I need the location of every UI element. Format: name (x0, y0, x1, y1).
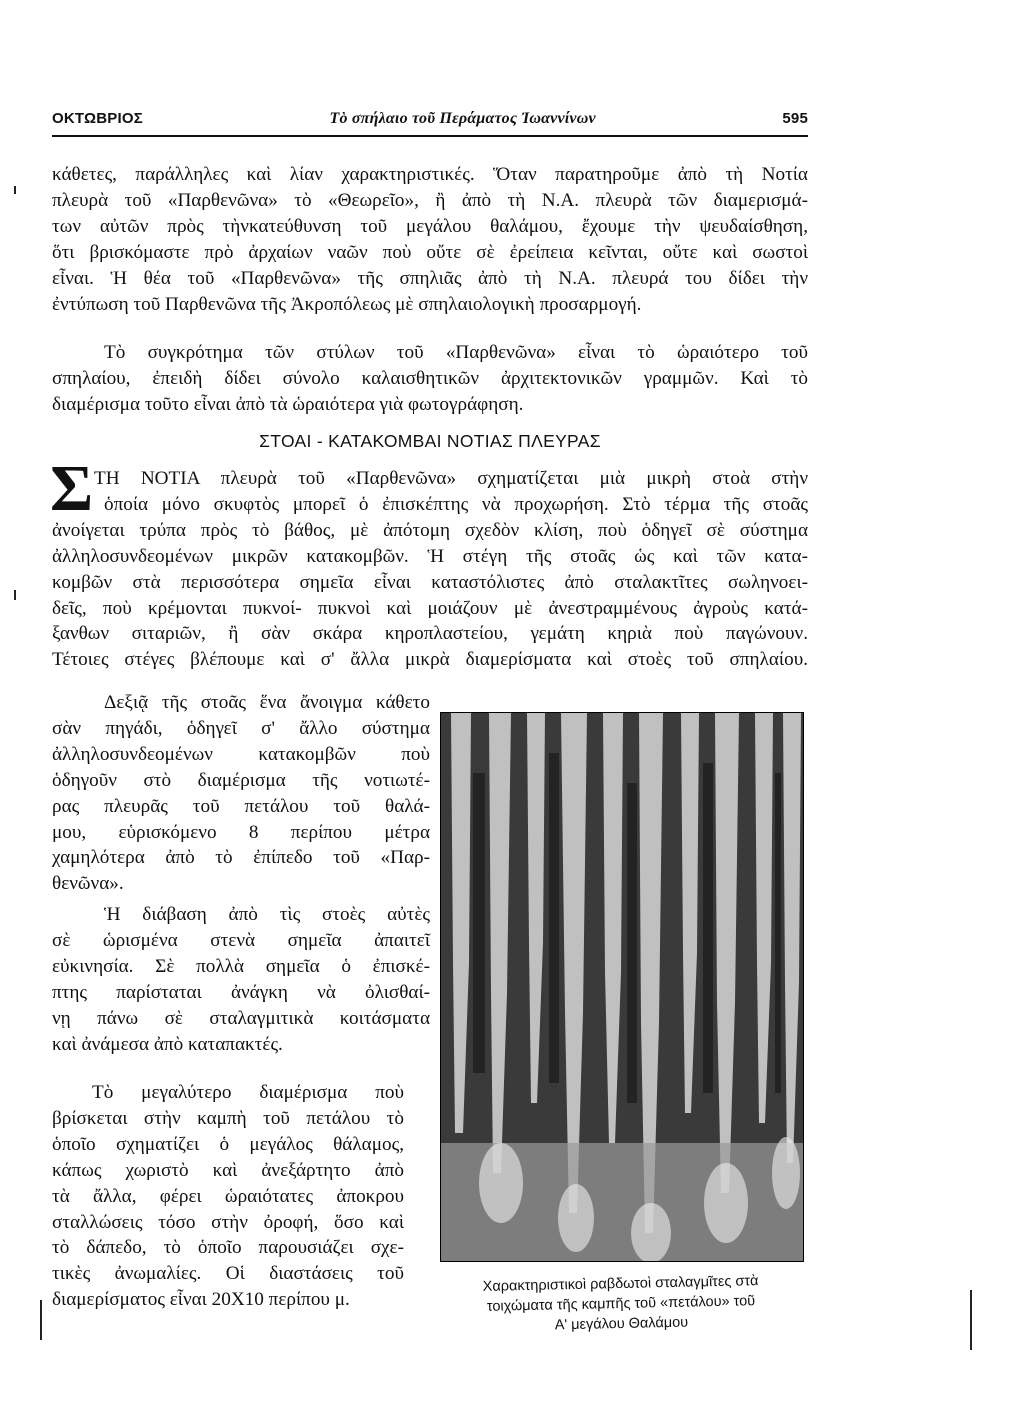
text-line: διαμέρισμα τοῦτο εἶναι ἀπὸ τὰ ὡραιότερα γιὰ φωτογράφηση. (52, 393, 524, 415)
text-line: ξανθων σιταριῶν, ἢ σὰν σκάρα κηροπλαστείου, γεμάτη κηριὰ ποὺ παγώνουν. (52, 623, 808, 645)
text-line: θενῶνα». (52, 873, 124, 895)
paragraph-6 (52, 1080, 404, 1313)
text-line: βρίσκεται στὴν καμπὴ τοῦ πετάλου τὸ (52, 1107, 404, 1129)
text-line: σταλλώσεις τόσο στὴν ὀροφή, ὅσο καὶ (52, 1211, 404, 1233)
text-line: ἐντύπωση τοῦ Παρθενῶνα τῆς Ἀκροπόλεως μὲ σπηλαιολογικὴ προσαρμογή. (52, 293, 642, 315)
paragraph-1 (52, 162, 808, 317)
caption-line: τοιχώματα τῆς καμπῆς τοῦ «πετάλου» τοῦ (486, 1293, 756, 1315)
text-line: νῃ πάνω σὲ σταλαγμιτικὰ κοιτάσματα (52, 1007, 430, 1029)
text-line: ρας πλευρᾶς τοῦ πετάλου τοῦ θαλά- (52, 795, 430, 817)
text-line: τὰ ἄλλα, φέρει ὡραιότατες ἀποκρου (52, 1185, 404, 1207)
drop-cap: Σ (50, 452, 94, 525)
caption-line: Α' μεγάλου Θαλάμου (554, 1314, 689, 1334)
scan-margin-mark (970, 1290, 972, 1350)
text-line: ἀλληλοσυνδεομένων κατακομβῶν ποὺ (52, 743, 430, 765)
text-line: σὰν πηγάδι, ὁδηγεῖ σ' ἄλλο σύστημα (52, 717, 430, 739)
text-line: Τέτοιες στέγες βλέπουμε καὶ σ' ἄλλα μικρὰ διαμερίσματα καὶ στοὲς τοῦ σπηλαίου. (52, 649, 808, 671)
text-line: κάπως χωριστὸ καὶ ἀνεξάρτητο ἀπὸ (52, 1159, 404, 1181)
text-line: κομβῶν στὰ περισσότερα σημεῖα εἶναι καταστόλιστες ἀπὸ σταλακτῖτες σωληνοει- (52, 571, 808, 593)
text-line: ὁδηγοῦν στὸ διαμέρισμα τῆς νοτιωτέ- (52, 769, 430, 791)
scan-margin-mark (14, 590, 16, 600)
stalagmite-columns-image (441, 713, 803, 1261)
text-line: ὁποία μόνο σκυφτὸς μπορεῖ ὁ ἐπισκέπτης νὰ προχωρήση. Στὸ τέρμα τῆς στοᾶς (104, 493, 808, 515)
stalagmites-photo (440, 712, 804, 1262)
text-line: σπηλαίου, ἐπειδὴ δίδει σύνολο καλαισθητικῶν ἀρχιτεκτονικῶν γραμμῶν. Καὶ τὸ (52, 367, 808, 389)
paragraph-5 (52, 902, 430, 1057)
text-line: κάθετες, παράλληλες καὶ λίαν χαρακτηριστικές. Ὅταν παρατηροῦμε ἀπὸ τὴ Νοτία (52, 164, 808, 185)
scan-margin-mark (14, 186, 16, 194)
header-section: ΟΚΤΩΒΡΙΟΣ (52, 110, 143, 127)
text-line: Ἡ διάβαση ἀπὸ τὶς στοὲς αὐτὲς (104, 904, 430, 925)
paragraph-3 (52, 466, 808, 673)
text-line: εὐκινησία. Σὲ πολλὰ σημεῖα ὁ ἐπισκέ- (52, 955, 430, 977)
running-header (52, 110, 808, 128)
text-line: διαμερίσματος εἶναι 20Χ10 περίπου μ. (52, 1289, 350, 1311)
text-line: τικὲς ἀνωμαλίες. Οἱ διαστάσεις τοῦ (52, 1263, 404, 1285)
text-line: των αὐτῶν πρὸς τὴνκατεύθυνση τοῦ μεγάλου θαλάμου, ἔχουμε τὴν ψευδαίσθηση, (52, 215, 808, 237)
header-title: Τὸ σπήλαιο τοῦ Περάματος Ἰωαννίνων (329, 110, 596, 127)
text-line: ἀλληλοσυνδεομένων μικρῶν κατακομβῶν. Ἡ στέγη τῆς στοᾶς ὡς καὶ τῶν κατα- (52, 545, 808, 567)
text-line: Τὸ μεγαλύτερο διαμέρισμα ποὺ (92, 1082, 404, 1103)
text-line: πτης παρίσταται ἀνάγκη νὰ ὀλισθαί- (52, 981, 430, 1003)
text-line: ὅτι βρισκόμαστε πρὸ ἀρχαίων ναῶν ποὺ οὔτε σὲ ἐρείπεια κεῖνται, οὔτε καὶ σωστοὶ (52, 241, 808, 263)
photo-caption (439, 1270, 802, 1338)
text-line: πλευρὰ τοῦ «Παρθενῶνα» τὸ «Θεωρεῖο», ἢ ἀπὸ τὴ Ν.Α. πλευρὰ τῶν διαμερισμά- (52, 189, 808, 211)
text-line: Δεξιᾷ τῆς στοᾶς ἕνα ἄνοιγμα κάθετο (104, 692, 430, 713)
text-line: χαμηλότερα ἀπὸ τὸ ἐπίπεδο τοῦ «Παρ- (52, 847, 430, 869)
text-line: καὶ ἀνάμεσα ἀπὸ καταπακτές. (52, 1033, 283, 1055)
text-line: ΤΗ ΝΟΤΙΑ πλευρὰ τοῦ «Παρθενῶνα» σχηματίζεται μιὰ μικρὴ στοὰ στὴν (94, 468, 808, 489)
text-line: δεῖς, ποὺ κρέμονται πυκνοί- πυκνοὶ καὶ μοιάζουν μὲ ἀνεστραμμένους ἀγροὺς κατά- (52, 597, 808, 619)
section-heading: ΣΤΟΑΙ - ΚΑΤΑΚΟΜΒΑΙ ΝΟΤΙΑΣ ΠΛΕΥΡΑΣ (259, 431, 601, 451)
paragraph-2 (52, 340, 808, 418)
text-line: ἀνοίγεται τρύπα πρὸς τὸ βάθος, μὲ ἀπότομη σχεδὸν κλίση, ποὺ ὁδηγεῖ σὲ σύστημα (52, 519, 808, 541)
page-number: 595 (782, 110, 808, 127)
text-line: Τὸ συγκρότημα τῶν στύλων τοῦ «Παρθενῶνα» εἶναι τὸ ὡραιότερο τοῦ (104, 342, 808, 363)
caption-line: Χαρακτηριστικοὶ ραβδωτοὶ σταλαγμῖτες στὰ (482, 1273, 759, 1295)
text-line: μου, εὑρισκόμενο 8 περίπου μέτρα (52, 821, 430, 843)
header-rule (52, 135, 808, 137)
paragraph-4 (52, 690, 430, 897)
text-line: εἶναι. Ἡ θέα τοῦ «Παρθενῶνα» τῆς σπηλιᾶς ἀπὸ τὴ Ν.Α. πλευρά του δίδει τὴν (52, 267, 808, 289)
text-line: σὲ ὡρισμένα στενὰ σημεῖα ἀπαιτεῖ (52, 929, 430, 951)
text-line: τὸ δάπεδο, τὸ ὁποῖο παρουσιάζει σχε- (52, 1237, 404, 1259)
text-line: ὁποῖο σχηματίζει ὁ μεγάλος θάλαμος, (52, 1133, 404, 1155)
scan-margin-mark (40, 1300, 42, 1340)
